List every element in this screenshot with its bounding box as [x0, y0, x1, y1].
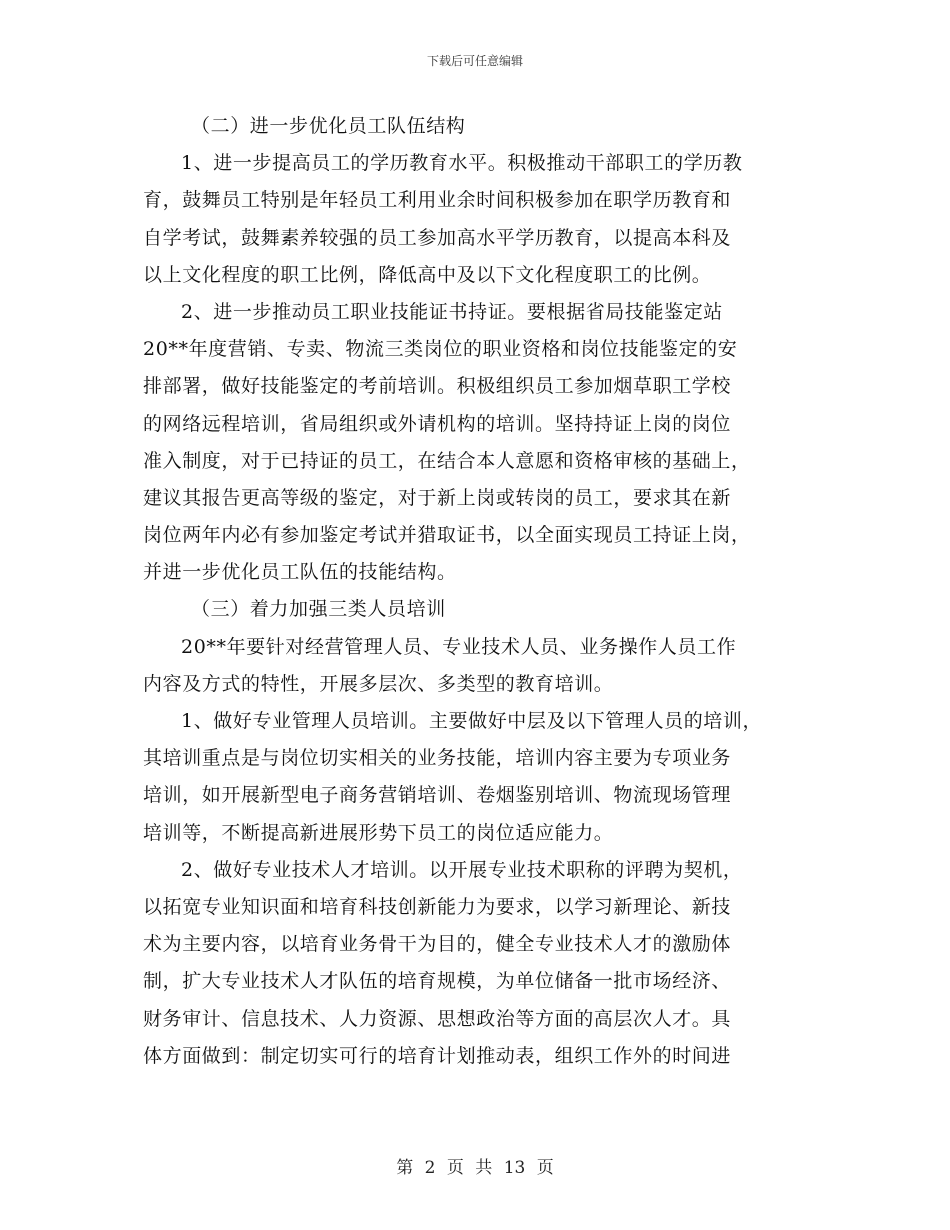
paragraph-line: 制，扩大专业技术人才队伍的培育规模，为单位储备一批市场经济、: [143, 970, 732, 993]
paragraph-line: 体方面做到：制定切实可行的培育计划推动表，组织工作外的时间进: [143, 1044, 732, 1067]
section-heading-2: （二）进一步优化员工队伍结构: [191, 115, 466, 137]
paragraph-line: 20**年度营销、专卖、物流三类岗位的职业资格和岗位技能鉴定的安: [143, 338, 738, 361]
paragraph-line: 内容及方式的特性，开展多层次、多类型的教育培训。: [143, 672, 614, 695]
paragraph-line: 1、做好专业管理人员培训。主要做好中层及以下管理人员的培训，: [181, 710, 763, 732]
paragraph-line: 育，鼓舞员工特别是年轻员工利用业余时间积极参加在职学历教育和: [143, 189, 732, 212]
paragraph-line: 术为主要内容，以培育业务骨干为目的，健全专业技术人才的激励体: [143, 933, 732, 956]
paragraph-line: 以上文化程度的职工比例，降低高中及以下文化程度职工的比例。: [143, 263, 712, 286]
page-header: 下载后可任意编辑: [426, 54, 523, 68]
paragraph-line: 准入制度，对于已持证的员工，在结合本人意愿和资格审核的基础上，: [143, 449, 751, 472]
paragraph-line: 2、进一步推动员工职业技能证书持证。要根据省局技能鉴定站: [181, 300, 723, 323]
page-number: 第 2 页 共 13 页: [396, 1158, 554, 1178]
document-body: [143, 108, 823, 1075]
section-heading-3: （三）着力加强三类人员培训: [191, 598, 446, 621]
paragraph-line: 培训等，不断提高新进展形势下员工的岗位适应能力。: [143, 821, 614, 844]
paragraph-line: 培训，如开展新型电子商务营销培训、卷烟鉴别培训、物流现场管理: [143, 784, 732, 807]
paragraph-line: 其培训重点是与岗位切实相关的业务技能，培训内容主要为专项业务: [143, 747, 732, 770]
paragraph-line: 并进一步优化员工队伍的技能结构。: [143, 561, 457, 584]
paragraph-line: 财务审计、信息技术、人力资源、思想政治等方面的高层次人才。具: [143, 1007, 732, 1030]
paragraph-line: 20**年要针对经营管理人员、专业技术人员、业务操作人员工作: [181, 635, 737, 658]
paragraph-line: 的网络远程培训，省局组织或外请机构的培训。坚持持证上岗的岗位: [143, 412, 732, 435]
paragraph-line: 2、做好专业技术人才培训。以开展专业技术职称的评聘为契机，: [181, 858, 743, 881]
paragraph-line: 排部署，做好技能鉴定的考前培训。积极组织员工参加烟草职工学校: [143, 375, 732, 398]
paragraph-line: 建议其报告更高等级的鉴定，对于新上岗或转岗的员工，要求其在新: [143, 486, 732, 509]
paragraph-line: 以拓宽专业知识面和培育科技创新能力为要求，以学习新理论、新技: [143, 895, 732, 918]
paragraph-line: 自学考试，鼓舞素养较强的员工参加高水平学历教育，以提高本科及: [143, 226, 732, 249]
paragraph-line: 1、进一步提高员工的学历教育水平。积极推动干部职工的学历教: [181, 152, 743, 175]
paragraph-line: 岗位两年内必有参加鉴定考试并猎取证书，以全面实现员工持证上岗，: [143, 524, 751, 547]
